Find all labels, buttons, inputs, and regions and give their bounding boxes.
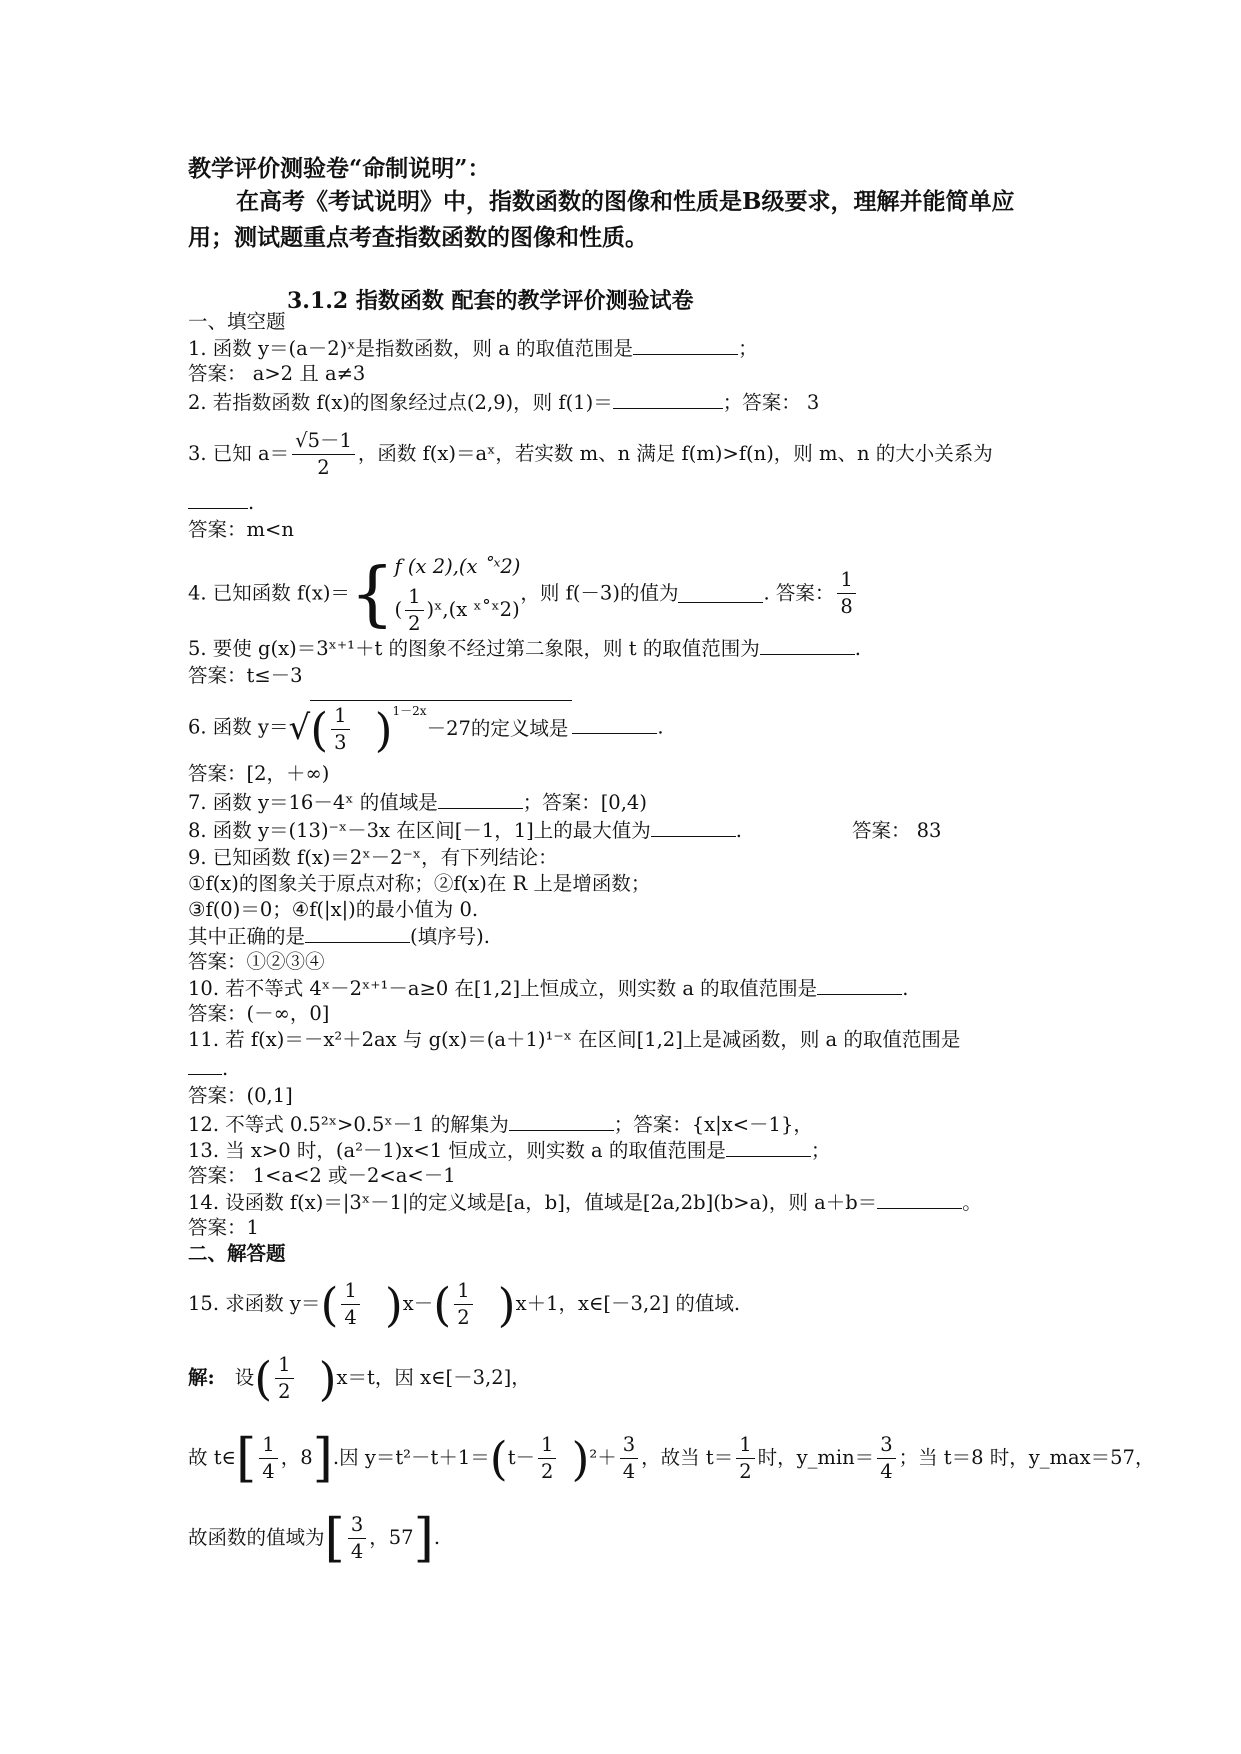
question-text: 4. 已知函数 f(x)＝ — [188, 581, 350, 605]
answer-blank — [509, 1112, 614, 1131]
answer-6: 答案：[2，＋∞) — [188, 762, 330, 785]
solution-text-cont: . — [433, 1526, 441, 1549]
denominator: 2 — [317, 456, 330, 479]
question-5 — [188, 636, 861, 661]
solution-text: 故函数的值域为 — [188, 1526, 325, 1549]
answer-blank — [438, 790, 523, 809]
solution-line-1 — [188, 1352, 531, 1405]
section-fill-in: 一、填空题 — [188, 310, 286, 333]
denominator: 4 — [622, 1460, 636, 1483]
answer-5: 答案：t≤－3 — [188, 664, 303, 687]
question-11: 11. 若 f(x)＝－x²＋2ax 与 g(x)＝(a＋1)¹⁻ˣ 在区间[1,2]上是减函数，则 a 的取值范围是 — [188, 1028, 961, 1051]
solution-line-2 — [188, 1428, 1155, 1489]
fraction — [348, 1512, 366, 1565]
solution-text-cont: .因 y＝t²－t＋1＝ — [332, 1446, 490, 1469]
fraction — [405, 584, 423, 637]
question-text: 8. 函数 y＝(13)⁻ˣ－3x 在区间[－1，1]上的最大值为 — [188, 819, 651, 842]
question-3 — [188, 428, 993, 481]
answer-11: 答案：(0,1] — [188, 1084, 293, 1107]
bracket-left: [ — [235, 1428, 257, 1489]
numerator: 3 — [877, 1432, 895, 1459]
question-tail: . — [902, 977, 909, 1000]
interval-end: ，57 — [369, 1526, 414, 1549]
question-tail: . — [657, 715, 664, 739]
question-tail: . — [735, 819, 742, 842]
radicand-rest: －27的定义域是 — [426, 717, 569, 740]
bracket-left: [ — [324, 1508, 345, 1569]
fraction — [275, 1352, 293, 1405]
paren-right: ) — [571, 1431, 590, 1486]
numerator: 1 — [341, 1278, 359, 1305]
question-text-cont: ，则 f(－3)的值为 — [520, 581, 679, 605]
numerator: 1 — [331, 703, 349, 730]
answer-blank — [760, 636, 855, 655]
answer-fraction — [837, 567, 855, 620]
answer-blank — [572, 715, 657, 734]
intro-body: 在高考《考试说明》中，指数函数的图像和性质是B级要求，理解并能简单应用；测试题重点考查指数函数的图像和性质。 — [188, 188, 1015, 251]
answer-3: 答案：m<n — [188, 518, 294, 541]
numerator: √5－1 — [292, 428, 355, 455]
question-tail: ；答案： 3 — [722, 391, 820, 414]
question-6 — [188, 700, 664, 756]
question-tail: . — [248, 491, 255, 514]
question-text-cont: x－ — [402, 1292, 434, 1315]
case-2: ( $\frac{1}{2}$ )ˣ,(x ˣ˚ˣ2) — [394, 585, 520, 635]
question-tail: . — [222, 1057, 229, 1080]
numerator: 3 — [620, 1432, 638, 1459]
piecewise-brace: { — [349, 552, 395, 635]
bracket-right: ] — [312, 1428, 333, 1489]
paren-left: ( — [489, 1431, 508, 1486]
denominator: 2 — [408, 612, 421, 635]
answer-10: 答案：(－∞，0] — [188, 1002, 330, 1025]
denominator: 4 — [262, 1460, 275, 1483]
answer-blank — [613, 390, 723, 409]
question-1 — [188, 336, 758, 361]
fraction — [331, 703, 349, 756]
question-15 — [188, 1278, 740, 1331]
question-text-cont: ，函数 f(x)＝aˣ，若实数 m、n 满足 f(m)>f(n)，则 m、n 的大小关系为 — [357, 442, 993, 465]
case-1: f (x 2),(x ˚ˣ2) — [394, 555, 521, 578]
paper-title: 3.1.2 指数函数 配套的教学评价测验试卷 — [287, 288, 694, 314]
fraction — [877, 1432, 895, 1485]
paren-right: ) — [318, 1351, 337, 1406]
answer-blank — [305, 924, 410, 943]
question-7 — [188, 790, 647, 815]
interval-end: ，8 — [280, 1446, 313, 1469]
question-tail: ；答案：{x|x<－1}， — [613, 1113, 813, 1136]
question-text: 1. 函数 y＝(a－2)ˣ是指数函数，则 a 的取值范围是 — [188, 337, 634, 360]
fraction — [341, 1278, 359, 1331]
question-3-blank — [188, 490, 254, 515]
solution-text: 故 t∈ — [188, 1446, 236, 1469]
expr: ²＋ — [589, 1446, 617, 1469]
numerator: 1 — [259, 1432, 277, 1459]
numerator: 1 — [275, 1352, 293, 1379]
question-text-cont: x＋1，x∈[－3,2] 的值域. — [515, 1292, 741, 1315]
paren-left: ( — [310, 702, 329, 757]
question-text: 5. 要使 g(x)＝3ˣ⁺¹＋t 的图象不经过第二象限，则 t 的取值范围为 — [188, 637, 760, 660]
question-text: 3. 已知 a＝ — [188, 442, 290, 465]
denominator: 2 — [278, 1380, 291, 1403]
question-text: 7. 函数 y＝16－4ˣ 的值域是 — [188, 791, 438, 814]
expr: t－ — [507, 1446, 536, 1469]
piecewise-cases — [394, 550, 520, 637]
denominator: 4 — [344, 1306, 357, 1329]
question-4 — [188, 550, 859, 637]
answer-blank — [726, 1138, 811, 1157]
question-text: 14. 设函数 f(x)＝|3ˣ－1|的定义域是[a，b]，值域是[2a,2b](b>a)，则 a＋b＝ — [188, 1191, 878, 1214]
answer-blank — [817, 976, 902, 995]
question-14 — [188, 1190, 982, 1215]
denominator: 4 — [880, 1460, 893, 1483]
numerator: 1 — [405, 584, 423, 611]
question-text: 10. 若不等式 4ˣ－2ˣ⁺¹－a≥0 在[1,2]上恒成立，则实数 a 的取值范围是 — [188, 977, 818, 1000]
numerator: 3 — [348, 1512, 366, 1539]
paren-right: ) — [384, 1277, 403, 1332]
question-tail: ； — [738, 337, 758, 360]
answer-9: 答案：①②③④ — [188, 950, 325, 973]
fraction — [292, 428, 355, 481]
solution-label: 解: — [188, 1366, 215, 1389]
numerator: 1 — [837, 567, 855, 594]
bracket-right: ] — [413, 1508, 434, 1569]
answer-14: 答案：1 — [188, 1216, 259, 1239]
intro-title: 教学评价测验卷“命制说明”： — [188, 155, 491, 182]
solution-line-3 — [188, 1508, 441, 1569]
answer-13: 答案： 1<a<2 或－2<a<－1 — [188, 1164, 456, 1187]
answer-8: 答案： 83 — [851, 819, 942, 842]
question-9-line-3 — [188, 924, 490, 949]
question-text: 其中正确的是 — [188, 925, 306, 948]
denominator: 2 — [541, 1460, 554, 1483]
denominator: 3 — [334, 731, 347, 754]
numerator: 1 — [538, 1432, 556, 1459]
question-text: 13. 当 x>0 时，(a²－1)x<1 恒成立，则实数 a 的取值范围是 — [188, 1139, 726, 1162]
question-8 — [188, 818, 941, 843]
solution-text-cont: x＝t，因 x∈[－3,2]， — [336, 1366, 531, 1389]
question-text: 2. 若指数函数 f(x)的图象经过点(2,9)，则 f(1)＝ — [188, 391, 613, 414]
denominator: 2 — [457, 1306, 470, 1329]
fraction — [454, 1278, 472, 1331]
answer-blank — [678, 584, 763, 603]
numerator: 1 — [736, 1432, 754, 1459]
exponent: 1－2x — [392, 704, 427, 718]
answer-1: 答案： a>2 且 a≠3 — [188, 362, 366, 385]
case-2-rest: )ˣ,(x ˣ˚ˣ2) — [426, 598, 520, 621]
section-solve: 二、解答题 — [188, 1242, 286, 1265]
question-2 — [188, 390, 819, 415]
question-tail: ；答案：[0,4) — [522, 791, 647, 814]
question-tail: . — [854, 637, 861, 660]
sqrt-sign: √ — [288, 708, 311, 748]
question-11-blank — [188, 1056, 228, 1081]
answer-blank — [651, 818, 736, 837]
solution-text-cont: ；当 t＝8 时，y_max＝57， — [898, 1446, 1155, 1469]
question-10 — [188, 976, 908, 1001]
fraction — [538, 1432, 556, 1485]
question-12 — [188, 1112, 813, 1137]
denominator: 2 — [739, 1460, 752, 1483]
question-9-line-2: ③f(0)＝0；④f(|x|)的最小值为 0. — [188, 898, 479, 921]
denominator: 4 — [350, 1540, 364, 1563]
answer-blank — [633, 336, 738, 355]
solution-text-cont: ，故当 t＝ — [641, 1446, 734, 1469]
question-tail: 。 — [962, 1191, 982, 1214]
paren-left: ( — [320, 1277, 339, 1332]
answer-label: . 答案： — [763, 581, 835, 605]
fraction — [736, 1432, 754, 1485]
question-text: 12. 不等式 0.5²ˣ>0.5ˣ－1 的解集为 — [188, 1113, 509, 1136]
question-9: 9. 已知函数 f(x)＝2ˣ－2⁻ˣ，有下列结论： — [188, 846, 558, 869]
sqrt-radicand — [310, 700, 572, 756]
question-tail: ； — [810, 1139, 831, 1162]
answer-blank — [188, 490, 248, 509]
question-13 — [188, 1138, 830, 1163]
answer-blank — [188, 1056, 222, 1075]
denominator: 8 — [840, 595, 853, 618]
question-text: 6. 函数 y＝ — [188, 715, 289, 739]
paren-left: ( — [433, 1277, 452, 1332]
question-tail: (填序号). — [410, 925, 490, 948]
fraction — [620, 1432, 638, 1485]
question-text: 15. 求函数 y＝ — [188, 1292, 321, 1315]
solution-text: 设 — [234, 1366, 255, 1389]
solution-text-cont: 时，y_min＝ — [757, 1446, 875, 1469]
answer-blank — [877, 1190, 962, 1209]
numerator: 1 — [454, 1278, 472, 1305]
question-9-line-1: ①f(x)的图象关于原点对称；②f(x)在 R 上是增函数； — [188, 872, 651, 895]
fraction — [259, 1432, 277, 1485]
paren-right: ) — [497, 1277, 516, 1332]
paren-right: ) — [374, 702, 393, 757]
paren-left: ( — [254, 1351, 273, 1406]
